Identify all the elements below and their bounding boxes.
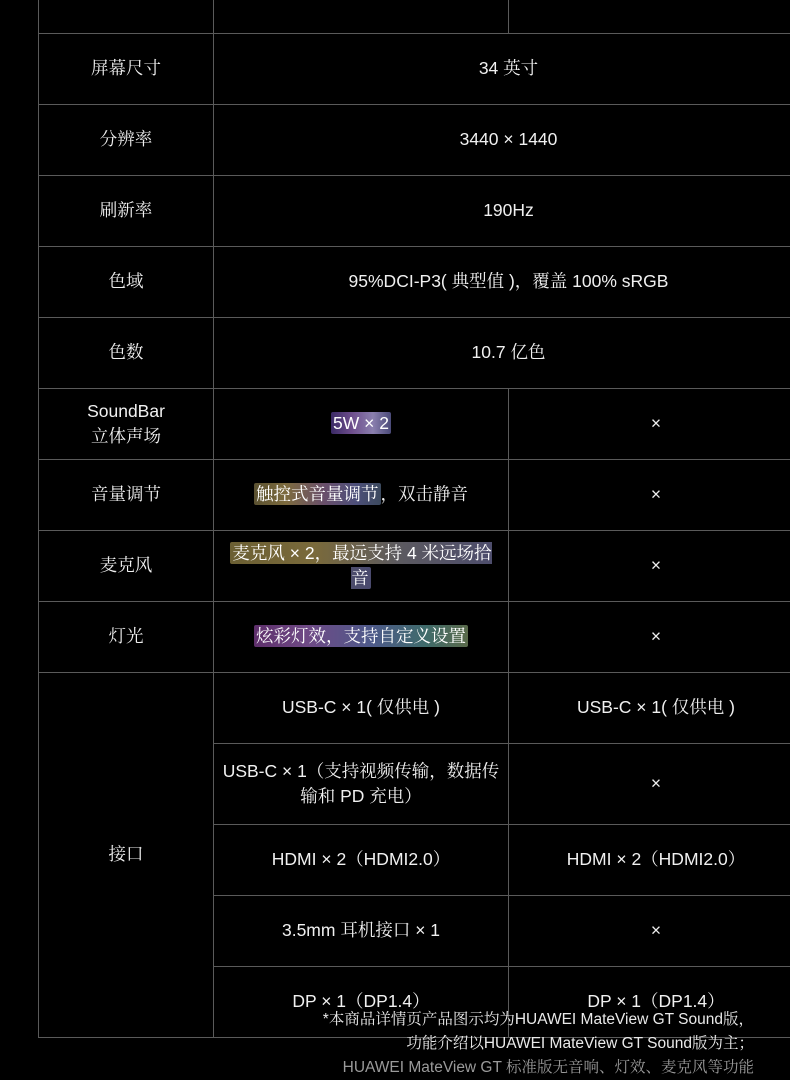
row-label-color-gamut: 色域 <box>39 247 214 318</box>
table-row-top-partial <box>39 0 790 34</box>
microphone-value-highlight: 麦克风 × 2，最远支持 4 米远场拾音 <box>230 542 491 589</box>
table-row-soundbar <box>39 389 790 460</box>
interface-value-a-4: 3.5mm 耳机接口 × 1 <box>214 896 509 967</box>
specification-table <box>38 0 790 1038</box>
interface-value-a-5: DP × 1（DP1.4） <box>214 967 509 1038</box>
row-value-soundbar-b: × <box>509 389 790 460</box>
row-label-interface: 接口 <box>39 673 214 1038</box>
lighting-value-highlight: 炫彩灯效，支持自定义设置 <box>254 625 468 647</box>
row-value-volume-control-b: × <box>509 460 790 531</box>
soundbar-label-line2: 立体声场 <box>91 426 161 446</box>
table-row-microphone <box>39 531 790 602</box>
footnote-line-2: 功能介绍以HUAWEI MateView GT Sound版为主； <box>34 1032 754 1056</box>
table-row-resolution <box>39 105 790 176</box>
volume-value-highlight: 触控式音量调节 <box>254 483 381 505</box>
row-label-color-depth: 色数 <box>39 318 214 389</box>
row-value-volume-control-a <box>214 460 509 531</box>
row-value-microphone-a <box>214 531 509 602</box>
table-row-screen-size <box>39 34 790 105</box>
row-label-microphone: 麦克风 <box>39 531 214 602</box>
interface-value-a-2: USB-C × 1（支持视频传输，数据传输和 PD 充电） <box>214 744 509 825</box>
cell-col-a-empty <box>214 0 509 34</box>
interface-value-a-3: HDMI × 2（HDMI2.0） <box>214 825 509 896</box>
footnote-line-3: HUAWEI MateView GT 标准版无音响、灯效、麦克风等功能 <box>34 1056 754 1080</box>
volume-value-rest: ，双击静音 <box>381 484 469 504</box>
interface-value-b-5: DP × 1（DP1.4） <box>509 967 790 1038</box>
table-row-interface-1 <box>39 673 790 744</box>
row-value-refresh-rate: 190Hz <box>214 176 790 247</box>
footnote <box>34 1008 754 1080</box>
row-label-resolution: 分辨率 <box>39 105 214 176</box>
cell-label-empty <box>39 0 214 34</box>
interface-value-b-3: HDMI × 2（HDMI2.0） <box>509 825 790 896</box>
cell-col-b-empty <box>509 0 790 34</box>
row-value-color-gamut: 95%DCI-P3( 典型值 )，覆盖 100% sRGB <box>214 247 790 318</box>
table-row-volume-control <box>39 460 790 531</box>
table-row-color-depth <box>39 318 790 389</box>
row-label-volume-control: 音量调节 <box>39 460 214 531</box>
table-row-refresh-rate <box>39 176 790 247</box>
row-label-screen-size: 屏幕尺寸 <box>39 34 214 105</box>
row-label-lighting: 灯光 <box>39 602 214 673</box>
soundbar-label-line1: SoundBar <box>87 401 165 421</box>
row-value-lighting-a <box>214 602 509 673</box>
row-value-lighting-b: × <box>509 602 790 673</box>
footnote-line-1: *本商品详情页产品图示均为HUAWEI MateView GT Sound版， <box>34 1008 754 1032</box>
interface-value-b-2: × <box>509 744 790 825</box>
row-label-soundbar <box>39 389 214 460</box>
row-value-screen-size: 34 英寸 <box>214 34 790 105</box>
row-label-refresh-rate: 刷新率 <box>39 176 214 247</box>
row-value-color-depth: 10.7 亿色 <box>214 318 790 389</box>
row-value-resolution: 3440 × 1440 <box>214 105 790 176</box>
row-value-microphone-b: × <box>509 531 790 602</box>
soundbar-value-highlight: 5W × 2 <box>331 412 391 434</box>
interface-value-a-1: USB-C × 1( 仅供电 ) <box>214 673 509 744</box>
interface-value-b-4: × <box>509 896 790 967</box>
table-row-lighting <box>39 602 790 673</box>
table-row-color-gamut <box>39 247 790 318</box>
interface-value-b-1: USB-C × 1( 仅供电 ) <box>509 673 790 744</box>
row-value-soundbar-a <box>214 389 509 460</box>
